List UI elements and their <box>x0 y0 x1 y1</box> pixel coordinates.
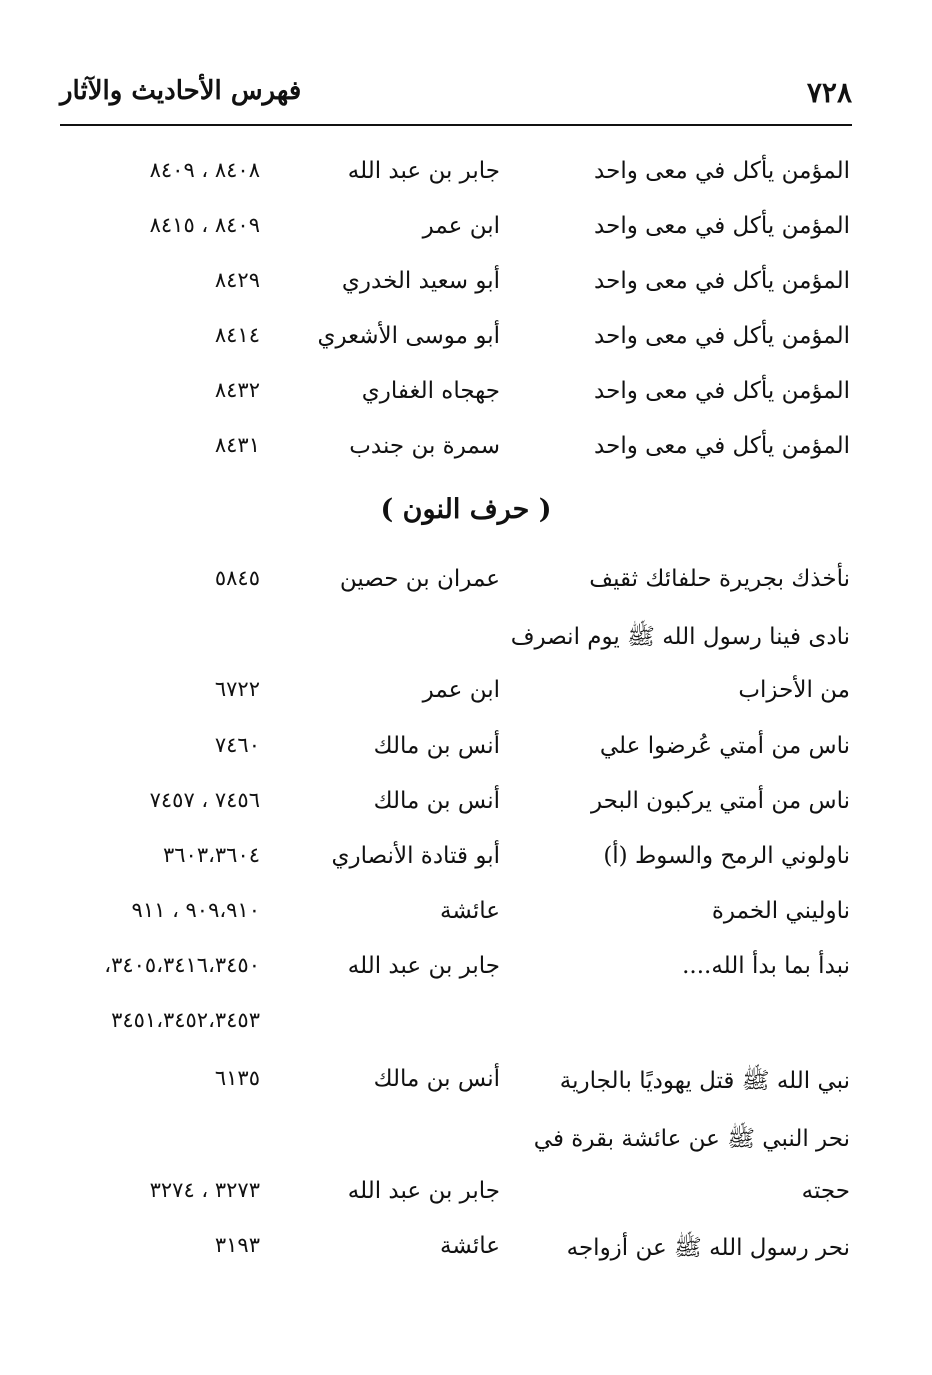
hadith-numbers: ٨٤٣٢ <box>214 378 260 402</box>
narrator: عائشة <box>440 898 500 924</box>
header-rule <box>60 124 852 126</box>
hadith-text: المؤمن يأكل في معى واحد <box>594 268 850 294</box>
page-number: ٧٢٨ <box>806 76 852 109</box>
index-row <box>0 1008 932 1058</box>
narrator: ابن عمر <box>422 677 500 703</box>
narrator: عائشة <box>440 1233 500 1259</box>
hadith-text: المؤمن يأكل في معى واحد <box>594 378 850 404</box>
hadith-text: المؤمن يأكل في معى واحد <box>594 433 850 459</box>
hadith-text: نحر رسول الله ﷺ عن أزواجه <box>566 1235 850 1261</box>
narrator: جابر بن عبد الله <box>347 953 500 979</box>
hadith-numbers: ٨٤٣١ <box>214 433 260 457</box>
page-header <box>60 72 852 120</box>
section-heading: ( حرف النون ) <box>380 494 552 525</box>
index-row <box>0 1124 932 1174</box>
hadith-text: ناوليني الخمرة <box>711 898 850 924</box>
hadith-numbers: ٣٢٧٣ ، ٣٢٧٤ <box>149 1178 260 1202</box>
hadith-text: المؤمن يأكل في معى واحد <box>594 158 850 184</box>
hadith-numbers: ٧٤٥٦ ، ٧٤٥٧ <box>149 788 260 812</box>
index-row <box>0 733 932 783</box>
hadith-numbers: ٨٤٢٩ <box>214 268 260 292</box>
narrator: سمرة بن جندب <box>349 433 500 459</box>
index-row <box>0 788 932 838</box>
hadith-numbers: ٦٧٢٢ <box>214 677 260 701</box>
index-row <box>0 843 932 893</box>
narrator: أبو سعيد الخدري <box>341 268 500 294</box>
hadith-numbers: ٩٠٩،٩١٠ ، ٩١١ <box>131 898 260 922</box>
hadith-numbers: ٦١٣٥ <box>214 1066 260 1090</box>
narrator: أبو قتادة الأنصاري <box>331 843 500 869</box>
hadith-text: من الأحزاب <box>738 677 850 703</box>
hadith-text: نادى فينا رسول الله ﷺ يوم انصرف <box>510 624 850 650</box>
index-row <box>0 378 932 428</box>
hadith-numbers: ٧٤٦٠ <box>214 733 260 757</box>
index-row <box>0 1066 932 1116</box>
index-row <box>0 158 932 208</box>
index-row <box>0 566 932 616</box>
narrator: جهجاه الغفاري <box>361 378 500 404</box>
narrator: أنس بن مالك <box>373 1066 500 1092</box>
hadith-text: نأخذك بجريرة حلفائك ثقيف <box>589 566 850 592</box>
hadith-text: المؤمن يأكل في معى واحد <box>594 323 850 349</box>
index-row <box>0 213 932 263</box>
hadith-numbers: ٣٦٠٣،٣٦٠٤ <box>162 843 260 867</box>
index-row <box>0 677 932 727</box>
hadith-numbers: ٥٨٤٥ <box>214 566 260 590</box>
hadith-text: حجته <box>801 1178 850 1204</box>
hadith-text: نبدأ بما بدأ الله.... <box>682 953 850 979</box>
index-row <box>0 433 932 483</box>
hadith-text: ناس من أمتي يركبون البحر <box>590 788 850 814</box>
narrator: عمران بن حصين <box>339 566 500 592</box>
index-row <box>0 268 932 318</box>
narrator: جابر بن عبد الله <box>347 158 500 184</box>
narrator: أبو موسى الأشعري <box>317 323 500 349</box>
index-row <box>0 898 932 948</box>
hadith-text: المؤمن يأكل في معى واحد <box>594 213 850 239</box>
hadith-numbers: ٣٤٥١،٣٤٥٢،٣٤٥٣ <box>111 1008 260 1032</box>
hadith-text: نبي الله ﷺ قتل يهوديًا بالجارية <box>559 1068 850 1094</box>
index-row <box>0 953 932 1003</box>
index-row <box>0 323 932 373</box>
index-row <box>0 1233 932 1283</box>
hadith-text: ناولوني الرمح والسوط (أ) <box>603 843 850 869</box>
hadith-text: ناس من أمتي عُرضوا علي <box>599 733 850 759</box>
narrator: ابن عمر <box>422 213 500 239</box>
running-title: فهرس الأحاديث والآثار <box>60 76 302 106</box>
hadith-numbers: ٨٤١٤ <box>214 323 260 347</box>
narrator: جابر بن عبد الله <box>347 1178 500 1204</box>
hadith-numbers: ٣٤٠٥،٣٤١٦،٣٤٥٠، <box>104 953 260 977</box>
index-row <box>0 622 932 672</box>
hadith-numbers: ٣١٩٣ <box>214 1233 260 1257</box>
hadith-text: نحر النبي ﷺ عن عائشة بقرة في <box>533 1126 850 1152</box>
hadith-numbers: ٨٤٠٨ ، ٨٤٠٩ <box>149 158 260 182</box>
narrator: أنس بن مالك <box>373 733 500 759</box>
narrator: أنس بن مالك <box>373 788 500 814</box>
index-row <box>0 1178 932 1228</box>
hadith-numbers: ٨٤٠٩ ، ٨٤١٥ <box>149 213 260 237</box>
